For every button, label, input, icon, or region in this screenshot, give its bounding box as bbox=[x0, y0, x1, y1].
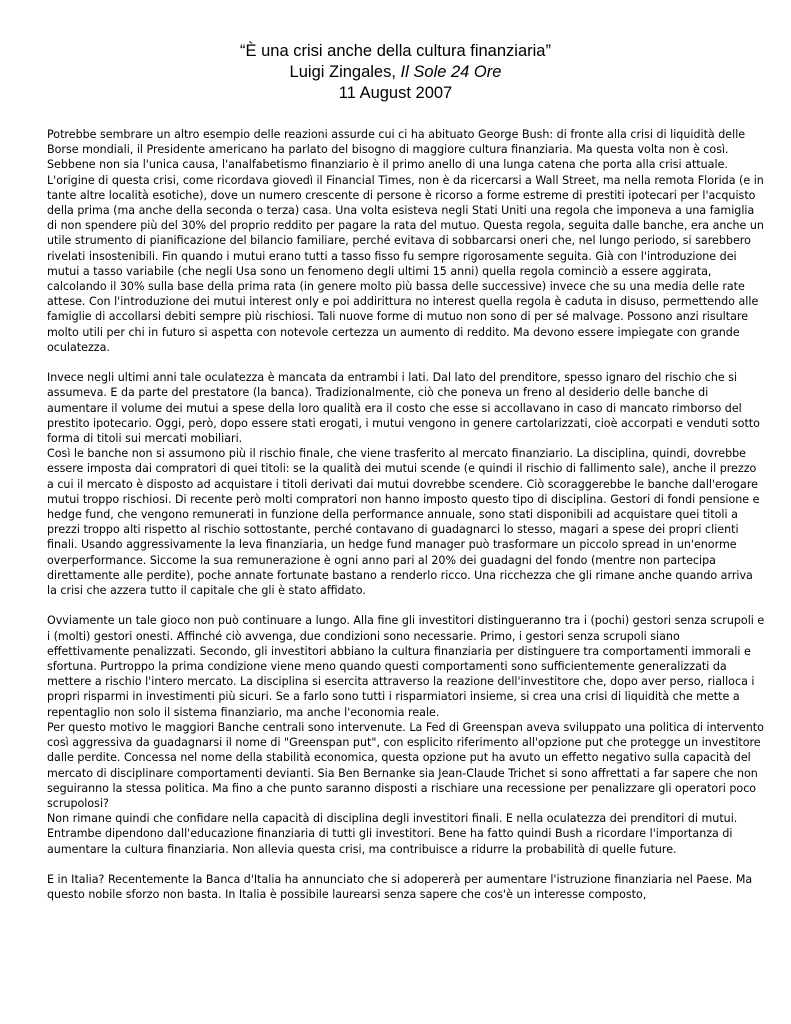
article-title: “È una crisi anche della cultura finanziaria” bbox=[240, 42, 551, 60]
body-paragraph: Non rimane quindi che confidare nella capacità di disciplina degli investitori finali. E nella oculatezza dei prenditori di mutui. Entrambe dipendono dall'educazione finanziaria di tutti gli investitori. Bene ha fatto quindi Bush a ricordare l'importanza di aumentare la cultura finanziaria. Non allevia questa crisi, ma contribuisce a ridurre la probabilità di quelle future. bbox=[47, 812, 738, 856]
article-body bbox=[47, 127, 765, 902]
publication-name: Il Sole 24 Ore bbox=[400, 63, 502, 81]
body-paragraph: Così le banche non si assumono più il rischio finale, che viene trasferito al mercato finanziario. La disciplina, quindi, dovrebbe essere imposta dai compratori di quei titoli: se la qualità dei mutui scende (e quindi il rischio di fallimento sale), anche il prezzo a cui il mercato è disposto ad acquistare i titoli derivati dai mutui dovrebbe scendere. Ciò scoraggerebbe le banche dall'erogare mutui troppo rischiosi. Di recente però molti compratori non hanno imposto questo tipo di disciplina. Gestori di fondi pensione e hedge fund, che vengono remunerati in funzione della performance annuale, sono stati disponibili ad acquistare quei titoli a prezzi troppo alti rispetto al rischio sottostante, perché contavano di guadagnarci lo stesso, magari a spese dei propri clienti finali. Usando aggressivamente la leva finanziaria, un hedge fund manager può trasformare un piccolo spread in un'enorme overperformance. Siccome la sua remunerazione è ogni anno pari al 20% dei guadagni del fondo (mentre non partecipa direttamente alle perdite), poche annate fortunate bastano a renderlo ricco. Una ricchezza che gli rimane anche quando arriva la crisi che azzera tutto il capitale che gli è stato affidato. bbox=[47, 447, 760, 598]
paragraph-spacer bbox=[47, 598, 765, 613]
body-paragraph: Invece negli ultimi anni tale oculatezza è mancata da entrambi i lati. Dal lato del prenditore, spesso ignaro del rischio che si assumeva. E da parte del prestatore (la banca). Tradizionalmente, ciò che poneva un freno al desiderio delle banche di aumentare il volume dei mutui a spese della loro qualità era il costo che esse si accollavano in caso di mancato rimborso del prestito ipotecario. Oggi, però, dopo essere stati erogati, i mutui vengono in genere cartolarizzati, cioè accorpati e venduti sotto forma di titoli sui mercati mobiliari. bbox=[47, 371, 760, 446]
paragraph-spacer bbox=[47, 355, 765, 370]
article-date: 11 August 2007 bbox=[338, 84, 453, 102]
body-paragraph: Per questo motivo le maggiori Banche centrali sono intervenute. La Fed di Greenspan aveva sviluppato una politica di intervento così aggressiva da guadagnarsi il nome di "Greenspan put", con esplicito riferimento all'opzione put che protegge un investitore dalle perdite. Concessa nel nome della stabilità economica, questa opzione put ha avuto un effetto negativo sulla capacità del mercato di disciplinare comportamenti devianti. Sia Ben Bernanke sia Jean-Claude Trichet si sono affrettati a far sapere che non seguiranno la stessa politica. Ma fino a che punto saranno disposti a rischiare una recessione per penalizzare gli operatori poco scrupolosi? bbox=[47, 720, 764, 810]
article-header bbox=[0, 41, 791, 104]
author-name: Luigi Zingales, bbox=[289, 63, 396, 81]
body-paragraph: Potrebbe sembrare un altro esempio delle reazioni assurde cui ci ha abituato George Bush: di fronte alla crisi di liquidità delle Borse mondiali, il Presidente americano ha parlato del bisogno di maggiore cultura finanziaria. Ma questa volta non è così. Sebbene non sia l'unica causa, l'analfabetismo finanziario è il primo anello di una lunga catena che porta alla crisi attuale. bbox=[47, 128, 746, 172]
byline bbox=[0, 62, 791, 83]
paragraph-spacer bbox=[47, 857, 765, 872]
body-paragraph: L'origine di questa crisi, come ricordava giovedì il Financial Times, non è da ricercarsi a Wall Street, ma nella remota Florida (e in tante altre località esotiche), dove un numero crescente di persone è ricorso a forme estreme di prestiti ipotecari per l'acquisto della prima (ma anche della seconda o terza) casa. Una volta esisteva negli Stati Uniti una regola che imponeva a una famiglia di non spendere più del 30% del proprio reddito per pagare la rata del mutuo. Questa regola, seguita dalle banche, era anche un utile strumento di pianificazione del bilancio familiare, perché evitava di sobbarcarsi oneri che, nel lungo periodo, si sarebbero rivelati insostenibili. Fin quando i mutui erano tutti a tasso fisso fu sempre rigorosamente seguita. Già con l'introduzione dei mutui a tasso variabile (che negli Usa sono un fenomeno degli ultimi 15 anni) quella regola cominciò a essere aggirata, calcolando il 30% sulla base della prima rata (in genere molto più bassa delle successive) invece che su una media delle rate attese. Con l'introduzione dei mutui interest only e poi addirittura no interest quella regola è caduta in disuso, permettendo alle famiglie di accollarsi debiti sempre più rischiosi. Tali nuove forme di mutuo non sono di per sé malvage. Possono anzi risultare molto utili per chi in futuro si aspetta con notevole certezza un aumento di reddito. Ma devono essere impiegate con grande oculatezza. bbox=[47, 173, 764, 354]
body-paragraph: Ovviamente un tale gioco non può continuare a lungo. Alla fine gli investitori distingueranno tra i (pochi) gestori senza scrupoli e i (molti) gestori onesti. Affinché ciò avvenga, due condizioni sono necessarie. Primo, i gestori senza scrupoli siano effettivamente penalizzati. Secondo, gli investitori abbiano la cultura finanziaria per distinguere tra comportamenti immorali e sfortuna. Purtroppo la prima condizione viene meno quando questi comportamenti sono sufficientemente generalizzati da mettere a rischio l'intero mercato. La disciplina si esercita attraverso la reazione dell'investitore che, dopo aver perso, rialloca i propri risparmi in investimenti più sicuri. Se a farlo sono tutti i risparmiatori insieme, si crea una crisi di liquidità che mette a repentaglio non solo il sistema finanziario, ma anche l'economia reale. bbox=[47, 614, 765, 719]
body-paragraph: E in Italia? Recentemente la Banca d'Italia ha annunciato che si adopererà per aumentare l'istruzione finanziaria nel Paese. Ma questo nobile sforzo non basta. In Italia è possibile laurearsi senza sapere che cos'è un interesse composto, bbox=[47, 872, 753, 902]
